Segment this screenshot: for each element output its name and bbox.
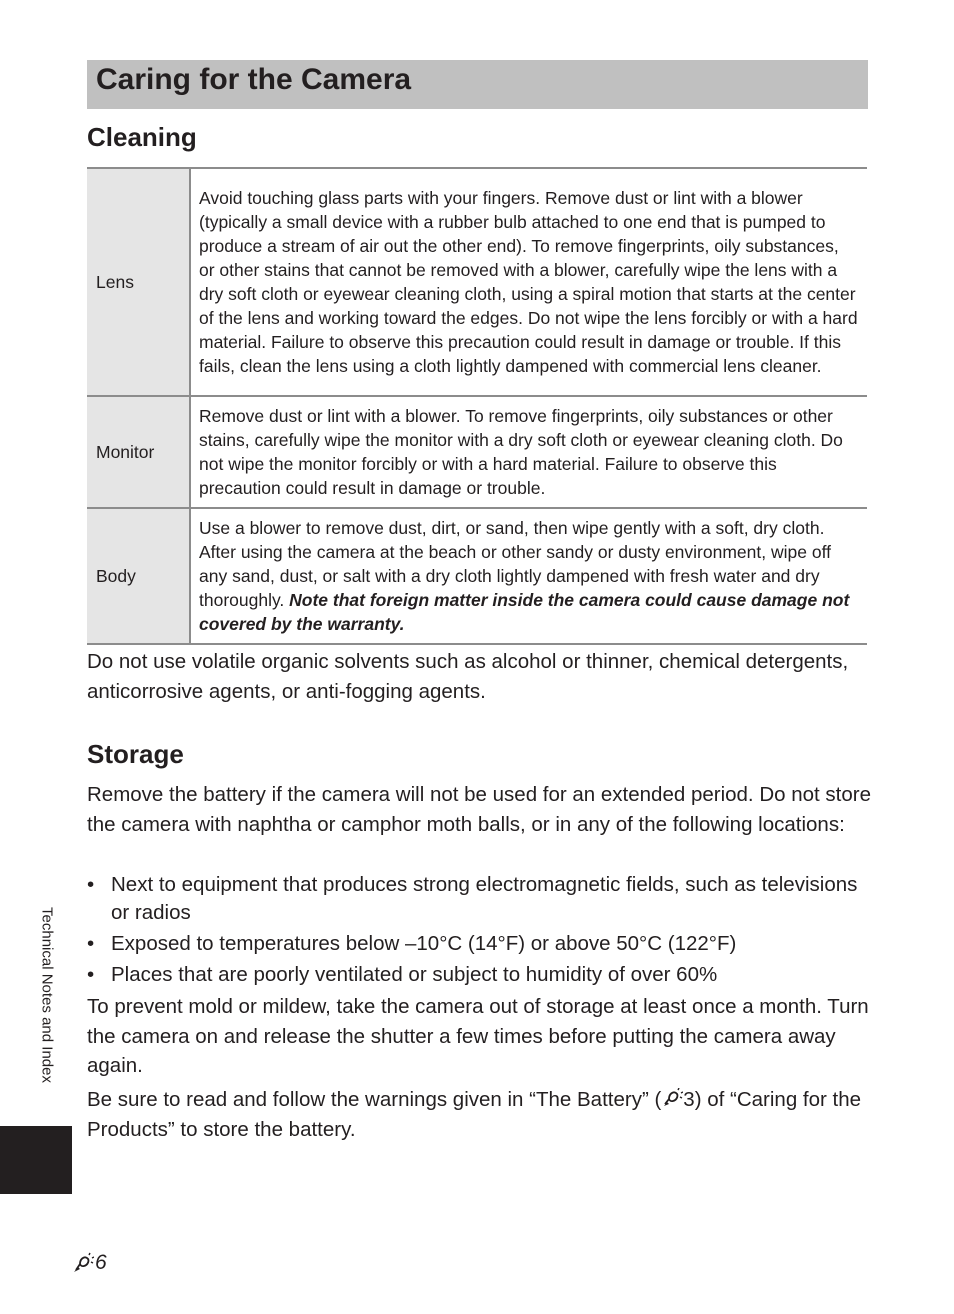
page-title: Caring for the Camera <box>96 63 412 96</box>
bullet: • <box>87 963 95 986</box>
storage-locations-list <box>87 871 867 992</box>
storage-intro: Remove the battery if the camera will not be used for an extended period. Do not store the camera with naphtha or camphor moth balls, or in any of the following locations: <box>87 783 871 836</box>
row-text-monitor: Remove dust or lint with a blower. To remove fingerprints, oily substances or other stains, carefully wipe the monitor with a dry soft cloth or eyewear cleaning cloth. Do not wipe the monitor forcibly or with a hard material. Failure to observe this precaution could result in damage or trouble. <box>190 396 867 508</box>
battery-ref-number: 3 <box>683 1088 695 1111</box>
list-item <box>87 961 867 989</box>
page-number <box>72 1251 107 1275</box>
battery-note <box>87 1085 872 1144</box>
warranty-warning: Note that foreign matter inside the camera could cause damage not covered by the warranty. <box>199 590 850 634</box>
side-label-text: Technical Notes and Index <box>38 907 56 1083</box>
list-item <box>87 930 867 958</box>
technical-notes-icon <box>661 1088 683 1108</box>
row-text-lens: Avoid touching glass parts with your fingers. Remove dust or lint with a blower (typically a small device with a rubber bulb attached to one end that is pumped to produce a stream of air out the other end). To remove fingerprints, oily substances, or other stains that cannot be removed with a blower, carefully wipe the lens with a dry soft cloth or eyewear cleaning cloth, using a spiral motion that starts at the center of the lens and working toward the edges. Do not wipe the lens forcibly or with a hard material. Failure to observe this precaution could result in damage or trouble. If this fails, clean the lens using a cloth lightly dampened with commercial lens cleaner. <box>190 168 867 396</box>
cleaning-heading: Cleaning <box>87 122 197 152</box>
table-row <box>87 168 867 396</box>
battery-text-before: Be sure to read and follow the warnings given in “The Battery” ( <box>87 1088 662 1111</box>
list-item-text: Next to equipment that produces strong electromagnetic fields, such as televisions or radios <box>111 873 858 924</box>
bullet: • <box>87 873 95 896</box>
cleaning-table <box>87 167 867 645</box>
page-number-text: 6 <box>95 1251 107 1274</box>
row-label-monitor: Monitor <box>87 396 190 508</box>
row-label-body: Body <box>87 508 190 644</box>
storage-heading: Storage <box>87 739 184 769</box>
list-item-text: Places that are poorly ventilated or subject to humidity of over 60% <box>111 963 718 986</box>
title-bar <box>87 60 868 109</box>
table-row <box>87 396 867 508</box>
bullet: • <box>87 932 95 955</box>
body-text: Use a blower to remove dust, dirt, or sand, then wipe gently with a soft, dry cloth. After using the camera at the beach or other sandy or dusty environment, wipe off any sand, dust, or salt with a dry cloth lightly dampened with fresh water and dry thoroughly. <box>199 518 831 610</box>
row-text-body <box>190 508 867 644</box>
table-row <box>87 508 867 644</box>
list-item-text: Exposed to temperatures below –10°C (14°F) or above 50°C (122°F) <box>111 932 737 955</box>
battery-text-after: ) of “Caring for the Products” to store the battery. <box>87 1088 862 1141</box>
solvents-note: Do not use volatile organic solvents such as alcohol or thinner, chemical detergents, anticorrosive agents, or anti-fogging agents. <box>87 650 849 703</box>
technical-notes-icon <box>72 1252 94 1274</box>
list-item <box>87 871 867 927</box>
row-label-lens: Lens <box>87 168 190 396</box>
mold-note: To prevent mold or mildew, take the camera out of storage at least once a month. Turn the camera on and release the shutter a few times before putting the camera away again. <box>87 995 869 1077</box>
section-tab-marker <box>0 1126 72 1194</box>
